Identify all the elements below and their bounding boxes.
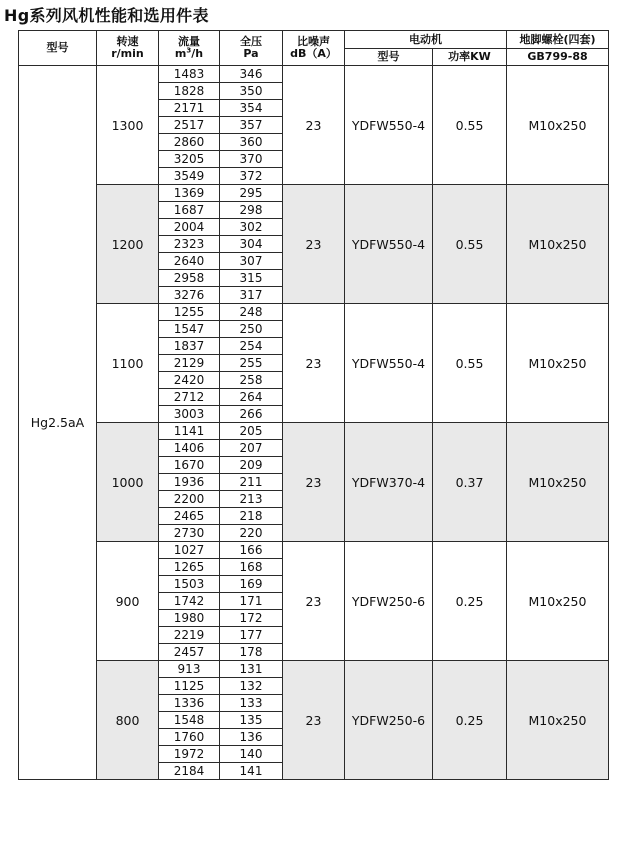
flow-cell: 2129 — [159, 355, 220, 372]
flow-cell: 2184 — [159, 763, 220, 780]
flow-cell: 1336 — [159, 695, 220, 712]
motor-model-cell: YDFW370-4 — [345, 423, 433, 542]
pressure-cell: 354 — [220, 100, 283, 117]
pressure-cell: 304 — [220, 236, 283, 253]
flow-cell: 2004 — [159, 219, 220, 236]
speed-cell: 900 — [97, 542, 159, 661]
motor-power-cell: 0.25 — [433, 661, 507, 780]
noise-cell: 23 — [283, 185, 345, 304]
flow-cell: 1760 — [159, 729, 220, 746]
motor-power-cell: 0.55 — [433, 185, 507, 304]
motor-model-cell: YDFW550-4 — [345, 304, 433, 423]
flow-cell: 1547 — [159, 321, 220, 338]
flow-cell: 913 — [159, 661, 220, 678]
flow-cell: 1483 — [159, 66, 220, 83]
motor-model-cell: YDFW550-4 — [345, 66, 433, 185]
motor-model-cell: YDFW550-4 — [345, 185, 433, 304]
flow-cell: 1141 — [159, 423, 220, 440]
flow-cell: 1027 — [159, 542, 220, 559]
header-speed — [97, 31, 159, 66]
pressure-cell: 266 — [220, 406, 283, 423]
header-speed-unit: r/min — [111, 47, 144, 60]
flow-cell: 2171 — [159, 100, 220, 117]
flow-cell: 1837 — [159, 338, 220, 355]
pressure-cell: 136 — [220, 729, 283, 746]
header-pressure-unit: Pa — [243, 47, 259, 60]
header-noise — [283, 31, 345, 66]
bolt-cell: M10x250 — [507, 423, 609, 542]
flow-cell: 1265 — [159, 559, 220, 576]
flow-cell: 1742 — [159, 593, 220, 610]
flow-cell: 2640 — [159, 253, 220, 270]
motor-model-cell: YDFW250-6 — [345, 542, 433, 661]
speed-cell: 1000 — [97, 423, 159, 542]
pressure-cell: 264 — [220, 389, 283, 406]
performance-table — [18, 30, 609, 780]
pressure-cell: 207 — [220, 440, 283, 457]
header-flow-unit: $m^3/h$ — [174, 46, 204, 60]
flow-cell: 3276 — [159, 287, 220, 304]
pressure-cell: 346 — [220, 66, 283, 83]
flow-cell: 2958 — [159, 270, 220, 287]
flow-cell: 2219 — [159, 627, 220, 644]
flow-cell: 1503 — [159, 576, 220, 593]
pressure-cell: 302 — [220, 219, 283, 236]
table-body — [19, 66, 609, 780]
flow-cell: 2420 — [159, 372, 220, 389]
flow-cell: 1980 — [159, 610, 220, 627]
table-row — [19, 423, 609, 440]
pressure-cell: 350 — [220, 83, 283, 100]
pressure-cell: 315 — [220, 270, 283, 287]
header-bolt-standard: GB799-88 — [507, 49, 609, 66]
motor-power-cell: 0.55 — [433, 66, 507, 185]
table-row — [19, 542, 609, 559]
pressure-cell: 258 — [220, 372, 283, 389]
header-motor-power: 功率KW — [433, 49, 507, 66]
header-speed-label: 转速 — [116, 35, 139, 48]
bolt-cell: M10x250 — [507, 66, 609, 185]
flow-cell: 1255 — [159, 304, 220, 321]
speed-cell: 1200 — [97, 185, 159, 304]
pressure-cell: 317 — [220, 287, 283, 304]
pressure-cell: 360 — [220, 134, 283, 151]
pressure-cell: 218 — [220, 508, 283, 525]
header-model: 型号 — [19, 31, 97, 66]
table-row — [19, 304, 609, 321]
pressure-cell: 372 — [220, 168, 283, 185]
flow-cell: 2517 — [159, 117, 220, 134]
flow-cell: 3549 — [159, 168, 220, 185]
pressure-cell: 209 — [220, 457, 283, 474]
flow-cell: 3205 — [159, 151, 220, 168]
flow-cell: 1936 — [159, 474, 220, 491]
pressure-cell: 295 — [220, 185, 283, 202]
pressure-cell: 133 — [220, 695, 283, 712]
pressure-cell: 177 — [220, 627, 283, 644]
flow-cell: 2712 — [159, 389, 220, 406]
flow-cell: 3003 — [159, 406, 220, 423]
bolt-cell: M10x250 — [507, 185, 609, 304]
pressure-cell: 140 — [220, 746, 283, 763]
flow-cell: 2200 — [159, 491, 220, 508]
table-row — [19, 185, 609, 202]
noise-cell: 23 — [283, 661, 345, 780]
motor-model-cell: YDFW250-6 — [345, 661, 433, 780]
speed-cell: 1100 — [97, 304, 159, 423]
flow-cell: 1972 — [159, 746, 220, 763]
noise-cell: 23 — [283, 423, 345, 542]
header-flow-label: 流量 — [178, 35, 200, 48]
header-flow — [159, 31, 220, 66]
header-noise-unit: dB（A） — [290, 47, 337, 60]
flow-cell: 2457 — [159, 644, 220, 661]
pressure-cell: 205 — [220, 423, 283, 440]
pressure-cell: 171 — [220, 593, 283, 610]
header-motor-model: 型号 — [345, 49, 433, 66]
motor-power-cell: 0.25 — [433, 542, 507, 661]
flow-cell: 1548 — [159, 712, 220, 729]
pressure-cell: 131 — [220, 661, 283, 678]
pressure-cell: 141 — [220, 763, 283, 780]
pressure-cell: 166 — [220, 542, 283, 559]
pressure-cell: 211 — [220, 474, 283, 491]
speed-cell: 1300 — [97, 66, 159, 185]
table-row — [19, 661, 609, 678]
pressure-cell: 168 — [220, 559, 283, 576]
pressure-cell: 135 — [220, 712, 283, 729]
pressure-cell: 172 — [220, 610, 283, 627]
noise-cell: 23 — [283, 542, 345, 661]
noise-cell: 23 — [283, 304, 345, 423]
flow-cell: 1369 — [159, 185, 220, 202]
pressure-cell: 178 — [220, 644, 283, 661]
pressure-cell: 307 — [220, 253, 283, 270]
bolt-cell: M10x250 — [507, 661, 609, 780]
bolt-cell: M10x250 — [507, 304, 609, 423]
pressure-cell: 132 — [220, 678, 283, 695]
pressure-cell: 220 — [220, 525, 283, 542]
table-row — [19, 66, 609, 83]
bolt-cell: M10x250 — [507, 542, 609, 661]
flow-cell: 2860 — [159, 134, 220, 151]
pressure-cell: 248 — [220, 304, 283, 321]
pressure-cell: 357 — [220, 117, 283, 134]
header-pressure — [220, 31, 283, 66]
header-pressure-label: 全压 — [240, 35, 262, 48]
motor-power-cell: 0.37 — [433, 423, 507, 542]
pressure-cell: 169 — [220, 576, 283, 593]
flow-cell: 1828 — [159, 83, 220, 100]
flow-cell: 1687 — [159, 202, 220, 219]
flow-cell: 1125 — [159, 678, 220, 695]
page-title: Hg系列风机性能和选用件表 — [4, 6, 209, 25]
pressure-cell: 370 — [220, 151, 283, 168]
header-motor: 电动机 — [345, 31, 507, 49]
speed-cell: 800 — [97, 661, 159, 780]
flow-cell: 2730 — [159, 525, 220, 542]
flow-cell: 2465 — [159, 508, 220, 525]
pressure-cell: 250 — [220, 321, 283, 338]
model-cell: Hg2.5aA — [19, 66, 97, 780]
flow-cell: 2323 — [159, 236, 220, 253]
pressure-cell: 298 — [220, 202, 283, 219]
header-bolt: 地脚螺栓(四套) — [507, 31, 609, 49]
pressure-cell: 213 — [220, 491, 283, 508]
pressure-cell: 254 — [220, 338, 283, 355]
noise-cell: 23 — [283, 66, 345, 185]
pressure-cell: 255 — [220, 355, 283, 372]
motor-power-cell: 0.55 — [433, 304, 507, 423]
flow-cell: 1406 — [159, 440, 220, 457]
flow-cell: 1670 — [159, 457, 220, 474]
header-noise-label: 比噪声 — [297, 35, 330, 48]
